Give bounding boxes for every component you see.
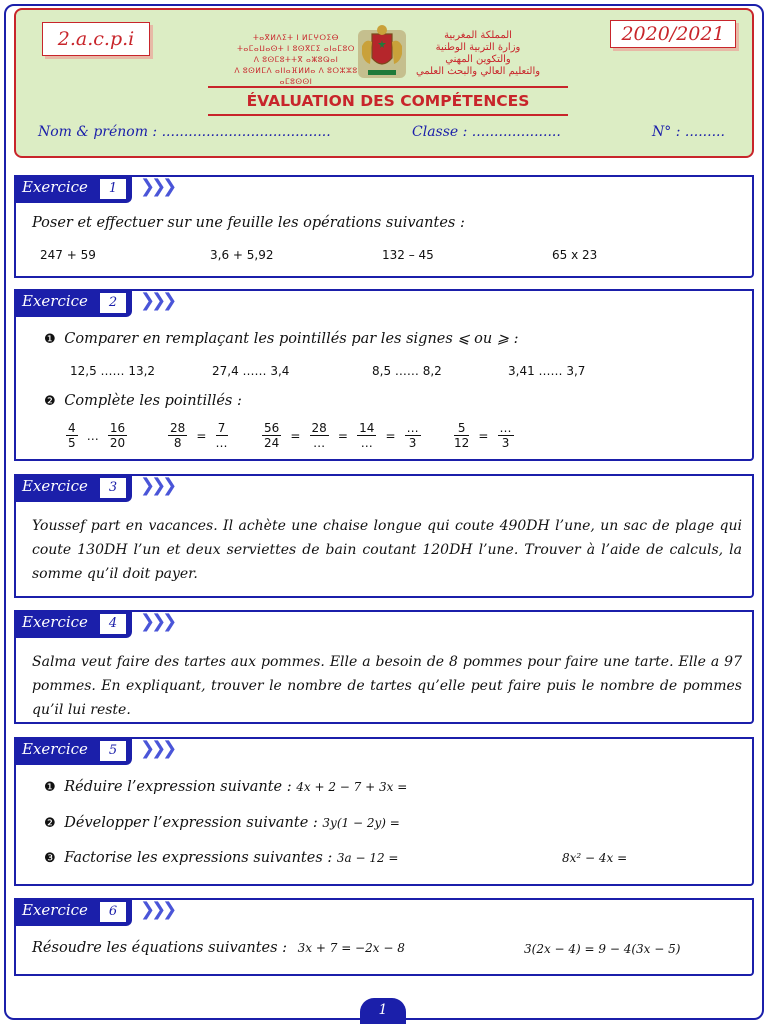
arabic-ministry-text: المملكة المغربية وزارة التربية الوطنية والتكوين المهني والتعليم العالي والبحث العلمي — [415, 30, 541, 77]
exercise-5 — [14, 737, 754, 886]
bullet-3-icon: ❸ — [44, 851, 56, 866]
exercise-6 — [14, 898, 754, 976]
expression: 3y(1 − 2y) = — [322, 816, 400, 830]
exercise-label: Exercice — [22, 613, 88, 631]
part-2-instruction: ❷ Complète les pointillés : — [44, 393, 242, 409]
exercise-number: 5 — [100, 741, 126, 761]
operation: 65 x 23 — [552, 248, 598, 262]
fraction: $\frac{7}{\dots}$ — [215, 421, 228, 450]
fraction: $\frac{\dots}{3}$ — [406, 421, 419, 450]
bullet-1-icon: ❶ — [44, 780, 56, 795]
exercise-tab — [14, 474, 132, 502]
equals: = — [478, 428, 489, 443]
expression: 8x² − 4x = — [562, 851, 628, 865]
school-badge: 2.a.c.p.i — [42, 22, 150, 56]
fraction: $\frac{16}{20}$ — [109, 421, 126, 450]
exercise-3 — [14, 474, 754, 598]
exercise-tab — [14, 289, 132, 317]
question-1: ❶ Réduire l’expression suivante : 4x + 2 − 7 + 3x = — [44, 779, 408, 795]
chevrons-icon: ❯❯❯ — [140, 176, 174, 197]
bullet-2-icon: ❷ — [44, 816, 56, 831]
exercise-number: 4 — [100, 614, 126, 634]
fraction: $\frac{\dots}{3}$ — [499, 421, 512, 450]
name-field[interactable]: Nom & prénom : ...................................... — [38, 124, 331, 140]
operation: 247 + 59 — [40, 248, 96, 262]
question-3: ❸ Factorise les expressions suivantes : 3a − 12 = — [44, 850, 399, 866]
expression: 3a − 12 = — [336, 851, 399, 865]
equals: = — [385, 428, 396, 443]
exercise-label: Exercice — [22, 477, 88, 495]
exercise-label: Exercice — [22, 740, 88, 758]
fraction: $\frac{4}{5}$ — [68, 421, 76, 450]
chevrons-icon: ❯❯❯ — [140, 899, 174, 920]
fraction: $\frac{28}{8}$ — [170, 421, 186, 450]
exercise-label: Exercice — [22, 901, 88, 919]
fraction-group-2 — [168, 421, 228, 450]
comparison: 3,41 …… 3,7 — [508, 364, 586, 378]
exercise-tab — [14, 175, 132, 203]
exercise-tab — [14, 737, 132, 765]
instruction: Résoudre les équations suivantes : 3x + 7 = −2x − 8 — [32, 940, 405, 956]
page-title: ÉVALUATION DES COMPÉTENCES — [208, 86, 568, 116]
fraction: $\frac{5}{12}$ — [454, 421, 470, 450]
bullet-1-icon: ❶ — [44, 332, 56, 347]
expression: 4x + 2 − 7 + 3x = — [296, 780, 408, 794]
bullet-2-icon: ❷ — [44, 394, 56, 409]
exercise-1 — [14, 175, 754, 278]
chevrons-icon: ❯❯❯ — [140, 738, 174, 759]
problem-text: Salma veut faire des tartes aux pommes. Elle a besoin de 8 pommes pour faire une tarte. Elle a 97 pommes. En expliquant, trouver le nombre de tartes qu’elle peut faire puis le nombre de pommes qu’il lui reste. — [32, 654, 742, 718]
comparison: 27,4 …… 3,4 — [212, 364, 290, 378]
fraction-group-4 — [454, 421, 514, 450]
chevrons-icon: ❯❯❯ — [140, 290, 174, 311]
exercise-number: 6 — [100, 902, 126, 922]
exercise-number: 3 — [100, 478, 126, 498]
comparison: 8,5 …… 8,2 — [372, 364, 442, 378]
fraction-group-1 — [66, 421, 127, 450]
equation: 3x + 7 = −2x − 8 — [297, 941, 405, 955]
tifinagh-ministry-text: ⵜⴰⴳⵍⴷⵉⵜ ⵏ ⵍⵎⵖⵔⵉⴱ ⵜⴰⵎⴰⵡⴰⵙⵜ ⵏ ⵓⵙⴳⵎⵉ ⴰⵏⴰⵎⵓⵔ ⴷ ⵓⵙⵎⵓⵜⵜⴳ ⴰⵥⵓⵕⴰⵏ ⴷ ⵓⵙⵍⵎⴷ ⴰⵏⵏⴰⴼⵍⵍⴰ ⴷ ⵓⵔⵣⵣⵓ ⴰⵎⵓⵙⵙⵏ — [234, 33, 358, 86]
fraction: $\frac{14}{\dots}$ — [359, 421, 375, 450]
class-field[interactable]: Classe : .................... — [412, 124, 561, 140]
operation: 3,6 + 5,92 — [210, 248, 274, 262]
equals: = — [290, 428, 301, 443]
number-field[interactable]: N° : ......... — [652, 124, 725, 140]
exercise-tab — [14, 898, 132, 926]
equals: = — [337, 428, 348, 443]
chevrons-icon: ❯❯❯ — [140, 611, 174, 632]
exercise-2 — [14, 289, 754, 461]
part-1-instruction: ❶ Comparer en remplaçant les pointillés par les signes ⩽ ou ⩾ : — [44, 331, 519, 347]
fraction: $\frac{28}{\dots}$ — [311, 421, 327, 450]
question-2: ❷ Développer l’expression suivante : 3y(1 − 2y) = — [44, 815, 400, 831]
fraction-group-3 — [262, 421, 421, 450]
exercise-number: 1 — [100, 179, 126, 199]
equation: 3(2x − 4) = 9 − 4(3x − 5) — [524, 942, 681, 956]
fraction: $\frac{56}{24}$ — [264, 421, 280, 450]
equals: = — [196, 428, 207, 443]
instruction: Poser et effectuer sur une feuille les opérations suivantes : — [32, 215, 465, 231]
exercise-4 — [14, 610, 754, 724]
comparison: 12,5 …… 13,2 — [70, 364, 156, 378]
page-number: 1 — [360, 998, 406, 1024]
exercise-label: Exercice — [22, 292, 88, 310]
exercise-number: 2 — [100, 293, 126, 313]
moroccan-emblem-icon — [356, 24, 408, 80]
operation: 132 – 45 — [382, 248, 434, 262]
exercise-label: Exercice — [22, 178, 88, 196]
chevrons-icon: ❯❯❯ — [140, 475, 174, 496]
problem-text: Youssef part en vacances. Il achète une chaise longue qui coute 490DH l’une, un sac de plage qui coute 130DH l’un et deux serviettes de bain coutant 120DH l’une. Trouver à l’aide de calculs, la somme qu’il doit payer. — [32, 518, 742, 582]
header — [14, 8, 754, 158]
year-badge: 2020/2021 — [610, 20, 736, 48]
exercise-tab — [14, 610, 132, 638]
dots: … — [86, 428, 99, 443]
